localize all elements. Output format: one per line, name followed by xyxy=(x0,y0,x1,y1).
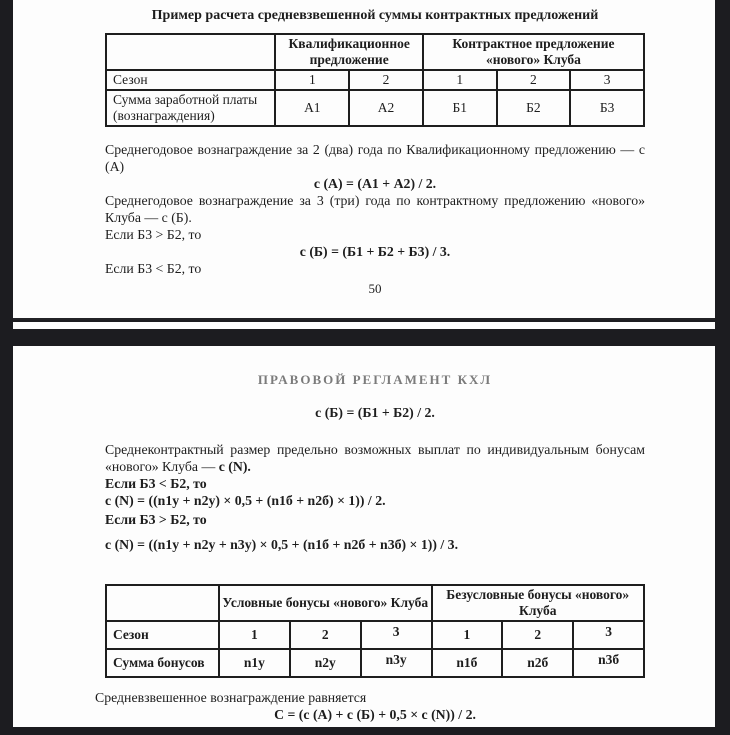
season-cell: 1 xyxy=(219,621,290,649)
season-cell: 3 xyxy=(573,621,644,649)
condition-b3-lt-b2: Если Б3 < Б2, то xyxy=(105,476,207,491)
table-row-groups xyxy=(106,34,644,70)
paragraph-avg-2years: Среднегодовое вознаграждение за 2 (два) года по Квалификационному предложению — с (А) xyxy=(105,142,645,174)
qualification-offer-header: Квалификационное предложение xyxy=(275,34,422,70)
condition-b3-gt-b2: Если Б3 > Б2, то xyxy=(105,512,207,527)
paragraph-bonuses-text: Среднеконтрактный размер предельно возможных выплат по индивидуальным бонусам «нового» Клуба — xyxy=(105,442,645,474)
bonus-cell: n3у xyxy=(361,649,432,677)
right-border xyxy=(715,0,730,735)
page-title: Пример расчета средневзвешенной суммы контрактных предложений xyxy=(151,8,599,23)
page-1 xyxy=(13,0,715,320)
page-1-content xyxy=(13,7,715,297)
paragraph-weighted-average: Средневзвешенное вознаграждение равняется xyxy=(95,690,367,705)
unconditional-bonuses-header: Безусловные бонусы «нового» Клуба xyxy=(432,585,645,621)
conditional-bonuses-header: Условные бонусы «нового» Клуба xyxy=(219,585,431,621)
table-row-bonus-sum xyxy=(106,649,644,677)
season-cell: 2 xyxy=(497,70,571,90)
table-row-groups xyxy=(106,585,644,621)
condition-b3-lt-b2: Если Б3 < Б2, то xyxy=(105,261,202,276)
formula-c: С = (с (А) + с (Б) + 0,5 × с (N)) / 2. xyxy=(274,707,476,722)
season-cell: 2 xyxy=(349,70,423,90)
table-corner-cell xyxy=(106,585,219,621)
regulation-header: ПРАВОВОЙ РЕГЛАМЕНТ КХЛ xyxy=(257,372,493,387)
bonus-cell: n3б xyxy=(573,649,644,677)
formula-b2: с (Б) = (Б1 + Б2) / 2. xyxy=(315,405,435,420)
condition-b3-gt-b2: Если Б3 > Б2, то xyxy=(105,227,202,242)
salary-cell: Б3 xyxy=(570,90,644,126)
salary-cell: Б2 xyxy=(497,90,571,126)
season-label: Сезон xyxy=(106,70,275,90)
table-row-salary xyxy=(106,90,644,126)
page-2-content xyxy=(13,372,715,723)
bonus-sum-label: Сумма бонусов xyxy=(106,649,219,677)
table-row-season xyxy=(106,70,644,90)
bonus-cell: n2у xyxy=(290,649,361,677)
table-corner-cell xyxy=(106,34,275,70)
left-border xyxy=(0,0,13,735)
season-cell: 1 xyxy=(423,70,497,90)
season-cell: 1 xyxy=(275,70,349,90)
bonus-cell: n1б xyxy=(432,649,503,677)
salary-cell: А1 xyxy=(275,90,349,126)
paragraph-bonuses xyxy=(105,441,645,475)
formula-n-3years: с (N) = ((n1у + n2у + n3у) × 0,5 + (n1б + n2б + n3б) × 1)) / 3. xyxy=(105,537,459,552)
page-1-margin xyxy=(13,322,715,329)
bonus-cell: n1у xyxy=(219,649,290,677)
formula-a: с (А) = (А1 + А2) / 2. xyxy=(313,176,437,191)
paragraph-avg-3years: Среднегодовое вознаграждение за 3 (три) года по контрактному предложению «нового» Клуба — с (Б). xyxy=(105,193,645,225)
season-cell: 2 xyxy=(290,621,361,649)
salary-offers-table xyxy=(105,33,645,127)
bonus-cell: n2б xyxy=(502,649,573,677)
contract-offer-header: Контрактное предложение «нового» Клуба xyxy=(423,34,644,70)
salary-sum-label: Сумма заработной платы (вознаграждения) xyxy=(106,90,275,126)
season-cell: 3 xyxy=(361,621,432,649)
bonuses-table xyxy=(105,584,645,678)
formula-b3: с (Б) = (Б1 + Б2 + Б3) / 3. xyxy=(299,244,451,259)
table-row-season xyxy=(106,621,644,649)
season-cell: 1 xyxy=(432,621,503,649)
season-label: Сезон xyxy=(106,621,219,649)
paragraph-bonuses-term: с (N). xyxy=(218,459,251,474)
salary-cell: Б1 xyxy=(423,90,497,126)
page-2 xyxy=(13,346,715,727)
season-cell: 3 xyxy=(570,70,644,90)
page-number: 50 xyxy=(368,281,382,296)
season-cell: 2 xyxy=(502,621,573,649)
formula-n-2years: с (N) = ((n1у + n2у) × 0,5 + (n1б + n2б) × 1)) / 2. xyxy=(105,493,386,508)
salary-cell: А2 xyxy=(349,90,423,126)
